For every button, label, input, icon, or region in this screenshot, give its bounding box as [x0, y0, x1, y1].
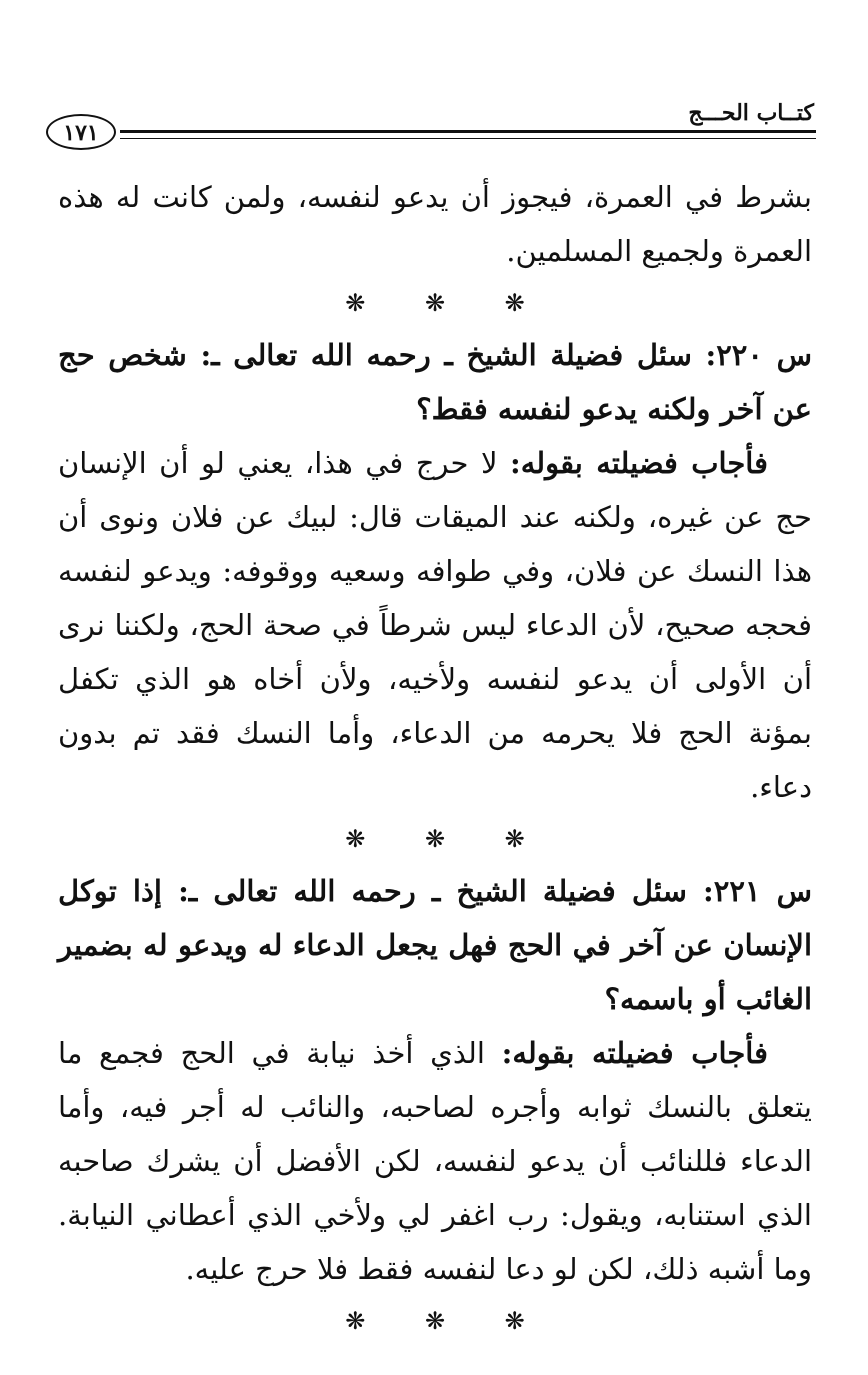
question-221	[58, 864, 812, 1026]
page-number: ١٧١	[46, 114, 116, 150]
question-label: س ٢٢١:	[703, 874, 812, 908]
answer-label: فأجاب فضيلته بقوله:	[510, 446, 769, 480]
separator-stars: ❋ ❋ ❋	[345, 825, 551, 853]
question-text: سئل فضيلة الشيخ ـ رحمه الله تعالى ـ: إذا توكل الإنسان عن آخر في الحج فهل يجعل الدعاء له ويدعو له بضمير الغائب أو باسمه؟	[58, 874, 812, 1016]
header-rule	[120, 130, 816, 139]
answer-label: فأجاب فضيلته بقوله:	[501, 1036, 768, 1070]
answer-text: لا حرج في هذا، يعني لو أن الإنسان حج عن غيره، ولكنه عند الميقات قال: لبيك عن فلان ونوى أن هذا النسك عن فلان، وفي طوافه وسعيه ووقوفه: ويدعو لنفسه فحجه صحيح، لأن الدعاء ليس شرطاً في صحة الحج، ولكننا نرى أن الأولى أن يدعو لنفسه ولأخيه، ولأن أخاه هو الذي تكفل بمؤنة الحج فلا يحرمه من الدعاء، وأما النسك فقد تم بدون دعاء.	[58, 446, 812, 804]
answer-220	[58, 436, 812, 814]
page-content	[58, 170, 812, 1346]
answer-221	[58, 1026, 812, 1296]
question-220	[58, 328, 812, 436]
question-text: سئل فضيلة الشيخ ـ رحمه الله تعالى ـ: شخص حج عن آخر ولكنه يدعو لنفسه فقط؟	[58, 338, 812, 426]
separator-stars: ❋ ❋ ❋	[345, 1307, 551, 1335]
answer-text: الذي أخذ نيابة في الحج فجمع ما يتعلق بالنسك ثوابه وأجره لصاحبه، والنائب له أجر فيه، وأما الدعاء فللنائب أن يدعو لنفسه، لكن الأفضل أن يشرك صاحبه الذي استنابه، ويقول: رب اغفر لي ولأخي الذي أعطاني النيابة. وما أشبه ذلك، لكن لو دعا لنفسه فقط فلا حرج عليه.	[58, 1036, 812, 1286]
intro-paragraph: بشرط في العمرة، فيجوز أن يدعو لنفسه، ولمن كانت له هذه العمرة ولجميع المسلمين.	[58, 180, 812, 268]
chapter-title: كتــاب الحـــج	[688, 100, 814, 126]
separator-stars: ❋ ❋ ❋	[345, 289, 551, 317]
question-label: س ٢٢٠:	[705, 338, 812, 372]
page-header	[46, 100, 816, 152]
